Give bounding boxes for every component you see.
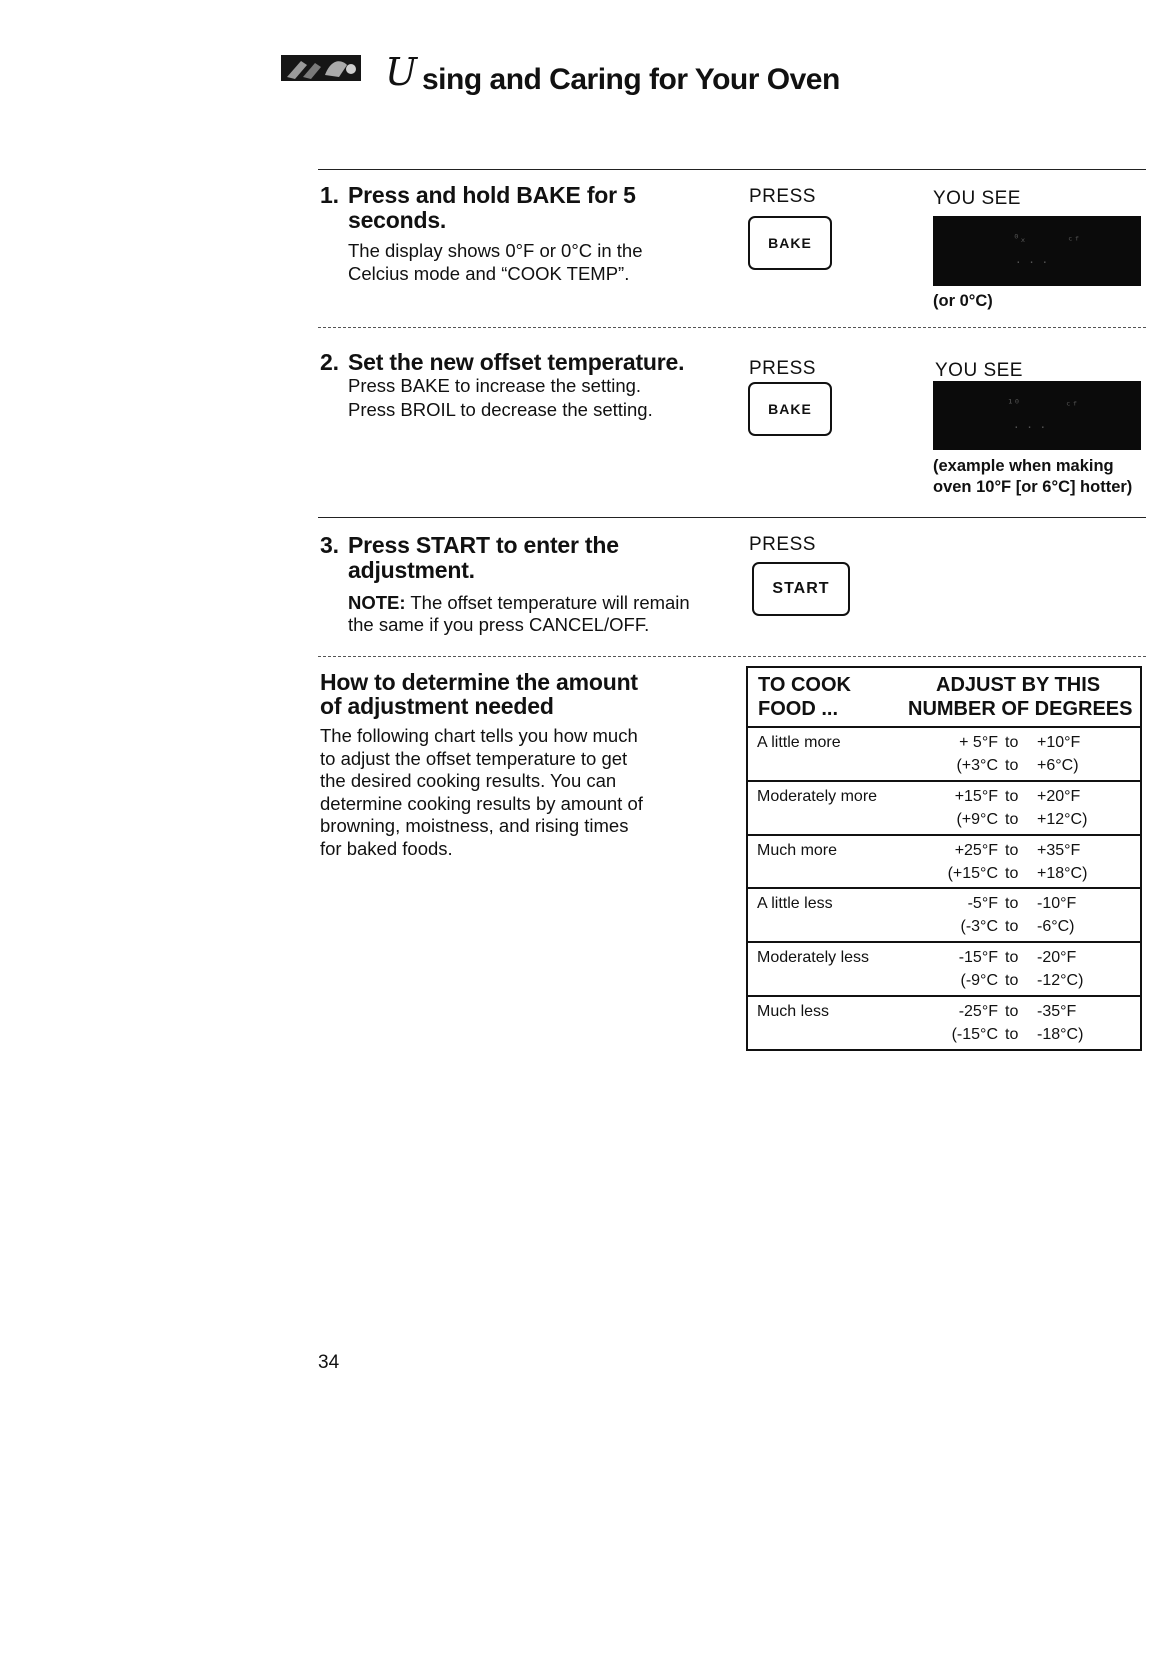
step-1-caption: (or 0°C) <box>933 292 993 310</box>
to-word-cell: to <box>1005 1025 1019 1043</box>
col-header-degrees-line1: ADJUST BY THIS <box>936 674 1101 696</box>
step-1-title-cont: seconds. <box>348 207 447 233</box>
celsius-from-cell: (-9°C <box>960 972 998 990</box>
table-row <box>748 941 1140 995</box>
howto-body-line: determine cooking results by amount of <box>320 792 643 814</box>
fahrenheit-from-cell: + 5°F <box>959 734 998 751</box>
section-logo-icon <box>281 55 361 81</box>
celsius-to-cell: +12°C) <box>1037 810 1088 828</box>
page-number: 34 <box>318 1352 340 1373</box>
celsius-to-cell: -18°C) <box>1037 1025 1084 1043</box>
food-cell: A little more <box>757 734 841 751</box>
bake-key-button[interactable] <box>748 382 832 436</box>
display-digits-glyph: ⁰ₓ <box>1013 232 1027 245</box>
oven-display-step-2 <box>933 381 1141 450</box>
step-2-you-see-label: YOU SEE <box>935 360 1023 381</box>
celsius-from-cell: (-3°C <box>960 918 998 936</box>
howto-body-line: the desired cooking results. You can <box>320 770 617 791</box>
to-word-cell: to <box>1005 734 1019 751</box>
display-status-glyph: · · · <box>1013 421 1047 434</box>
adjustment-table <box>746 666 1142 1051</box>
food-cell: Moderately more <box>757 787 878 805</box>
step-2-press-label: PRESS <box>749 358 816 379</box>
celsius-from-cell: (-15°C <box>951 1025 998 1043</box>
top-divider <box>318 169 1146 170</box>
note-label: NOTE: <box>348 592 406 613</box>
col-header-degrees-line2: NUMBER OF DEGREES <box>908 698 1133 720</box>
step-3-note: NOTE: The offset temperature will remain <box>348 592 690 613</box>
step-2-title: 2. Set the new offset temperature. <box>320 349 685 375</box>
step-2-body-line1: Press BAKE to increase the setting. <box>348 375 642 396</box>
celsius-from-cell: (+15°C <box>947 864 998 882</box>
step-1-you-see-label: YOU SEE <box>933 188 1021 209</box>
step-1-body-line2: Celcius mode and “COOK TEMP”. <box>348 263 630 284</box>
step-1-title: 1. Press and hold BAKE for 5 <box>320 182 636 208</box>
bake-key-button[interactable] <box>748 216 832 270</box>
table-row <box>748 726 1140 780</box>
howto-body-line: The following chart tells you how much <box>320 725 638 746</box>
page-title: sing and Caring for Your Oven <box>422 63 840 96</box>
fahrenheit-to-cell: -35°F <box>1037 1002 1077 1020</box>
to-word-cell: to <box>1005 864 1019 882</box>
fahrenheit-from-cell: +25°F <box>954 841 998 859</box>
display-status-glyph: · · · <box>1015 256 1049 269</box>
table-row <box>748 834 1140 888</box>
step-3-title-cont: adjustment. <box>348 557 475 583</box>
step-2-caption-line2: oven 10°F [or 6°C] hotter) <box>933 478 1133 496</box>
howto-body <box>320 725 643 860</box>
fahrenheit-to-cell: -20°F <box>1037 949 1077 967</box>
celsius-to-cell: -6°C) <box>1037 918 1075 936</box>
step-divider-1 <box>318 327 1146 328</box>
page-title-initial: U <box>385 50 418 94</box>
fahrenheit-from-cell: -25°F <box>958 1002 998 1020</box>
adjustment-table-body <box>748 726 1140 1049</box>
howto-title-line2: of adjustment needed <box>320 693 554 719</box>
to-word-cell: to <box>1005 918 1019 936</box>
food-cell: Much more <box>757 841 838 859</box>
display-unit-glyph: ᶜᶠ <box>1067 234 1081 247</box>
fahrenheit-to-cell: -10°F <box>1037 895 1077 913</box>
step-2-body-line2: Press BROIL to decrease the setting. <box>348 399 653 420</box>
fahrenheit-to-cell: +35°F <box>1037 841 1081 859</box>
start-key-button[interactable] <box>752 562 850 616</box>
food-cell: A little less <box>757 895 833 913</box>
col-header-food-line2: FOOD ... <box>758 698 838 720</box>
celsius-from-cell: (+9°C <box>956 810 998 828</box>
step-divider-2 <box>318 517 1146 518</box>
oven-display-step-1 <box>933 216 1141 286</box>
to-word-cell: to <box>1005 810 1019 828</box>
food-cell: Much less <box>757 1002 830 1020</box>
fahrenheit-to-cell: +20°F <box>1037 787 1081 805</box>
step-3-title: 3. Press START to enter the <box>320 532 619 558</box>
to-word-cell: to <box>1005 787 1019 805</box>
bake-key-label: BAKE <box>768 401 812 417</box>
celsius-to-cell: +6°C) <box>1037 757 1079 774</box>
fahrenheit-to-cell: +10°F <box>1037 734 1081 751</box>
fahrenheit-from-cell: +15°F <box>954 787 998 805</box>
celsius-to-cell: -12°C) <box>1037 972 1084 990</box>
step-1-body-line1: The display shows 0°F or 0°C in the <box>348 240 643 261</box>
to-word-cell: to <box>1005 757 1019 774</box>
bake-key-label: BAKE <box>768 235 812 251</box>
step-2-caption-line1: (example when making <box>933 457 1114 475</box>
celsius-to-cell: +18°C) <box>1037 864 1088 882</box>
howto-title-line1: How to determine the amount <box>320 669 638 695</box>
table-row <box>748 995 1140 1049</box>
howto-body-line: browning, moistness, and rising times <box>320 815 629 836</box>
fahrenheit-from-cell: -5°F <box>967 895 998 913</box>
step-divider-3 <box>318 656 1146 657</box>
howto-body-line: to adjust the offset temperature to get <box>320 747 628 769</box>
step-3-body-line2: the same if you press CANCEL/OFF. <box>348 614 650 635</box>
celsius-from-cell: (+3°C <box>956 757 998 774</box>
to-word-cell: to <box>1005 1002 1019 1020</box>
howto-body-line: for baked foods. <box>320 837 453 859</box>
step-3-press-label: PRESS <box>749 534 816 555</box>
to-word-cell: to <box>1005 895 1019 913</box>
step-1-press-label: PRESS <box>749 186 816 207</box>
to-word-cell: to <box>1005 972 1019 990</box>
food-cell: Moderately less <box>757 949 870 967</box>
table-row <box>748 887 1140 941</box>
col-header-food-line1: TO COOK <box>758 674 851 696</box>
fahrenheit-from-cell: -15°F <box>958 949 998 967</box>
to-word-cell: to <box>1005 949 1019 967</box>
to-word-cell: to <box>1005 841 1019 859</box>
display-digits-glyph: ¹⁰ <box>1007 397 1021 410</box>
table-row <box>748 780 1140 834</box>
start-key-label: START <box>772 580 830 597</box>
adjustment-table-header <box>748 668 1140 726</box>
display-unit-glyph: ᶜᶠ <box>1065 399 1079 412</box>
